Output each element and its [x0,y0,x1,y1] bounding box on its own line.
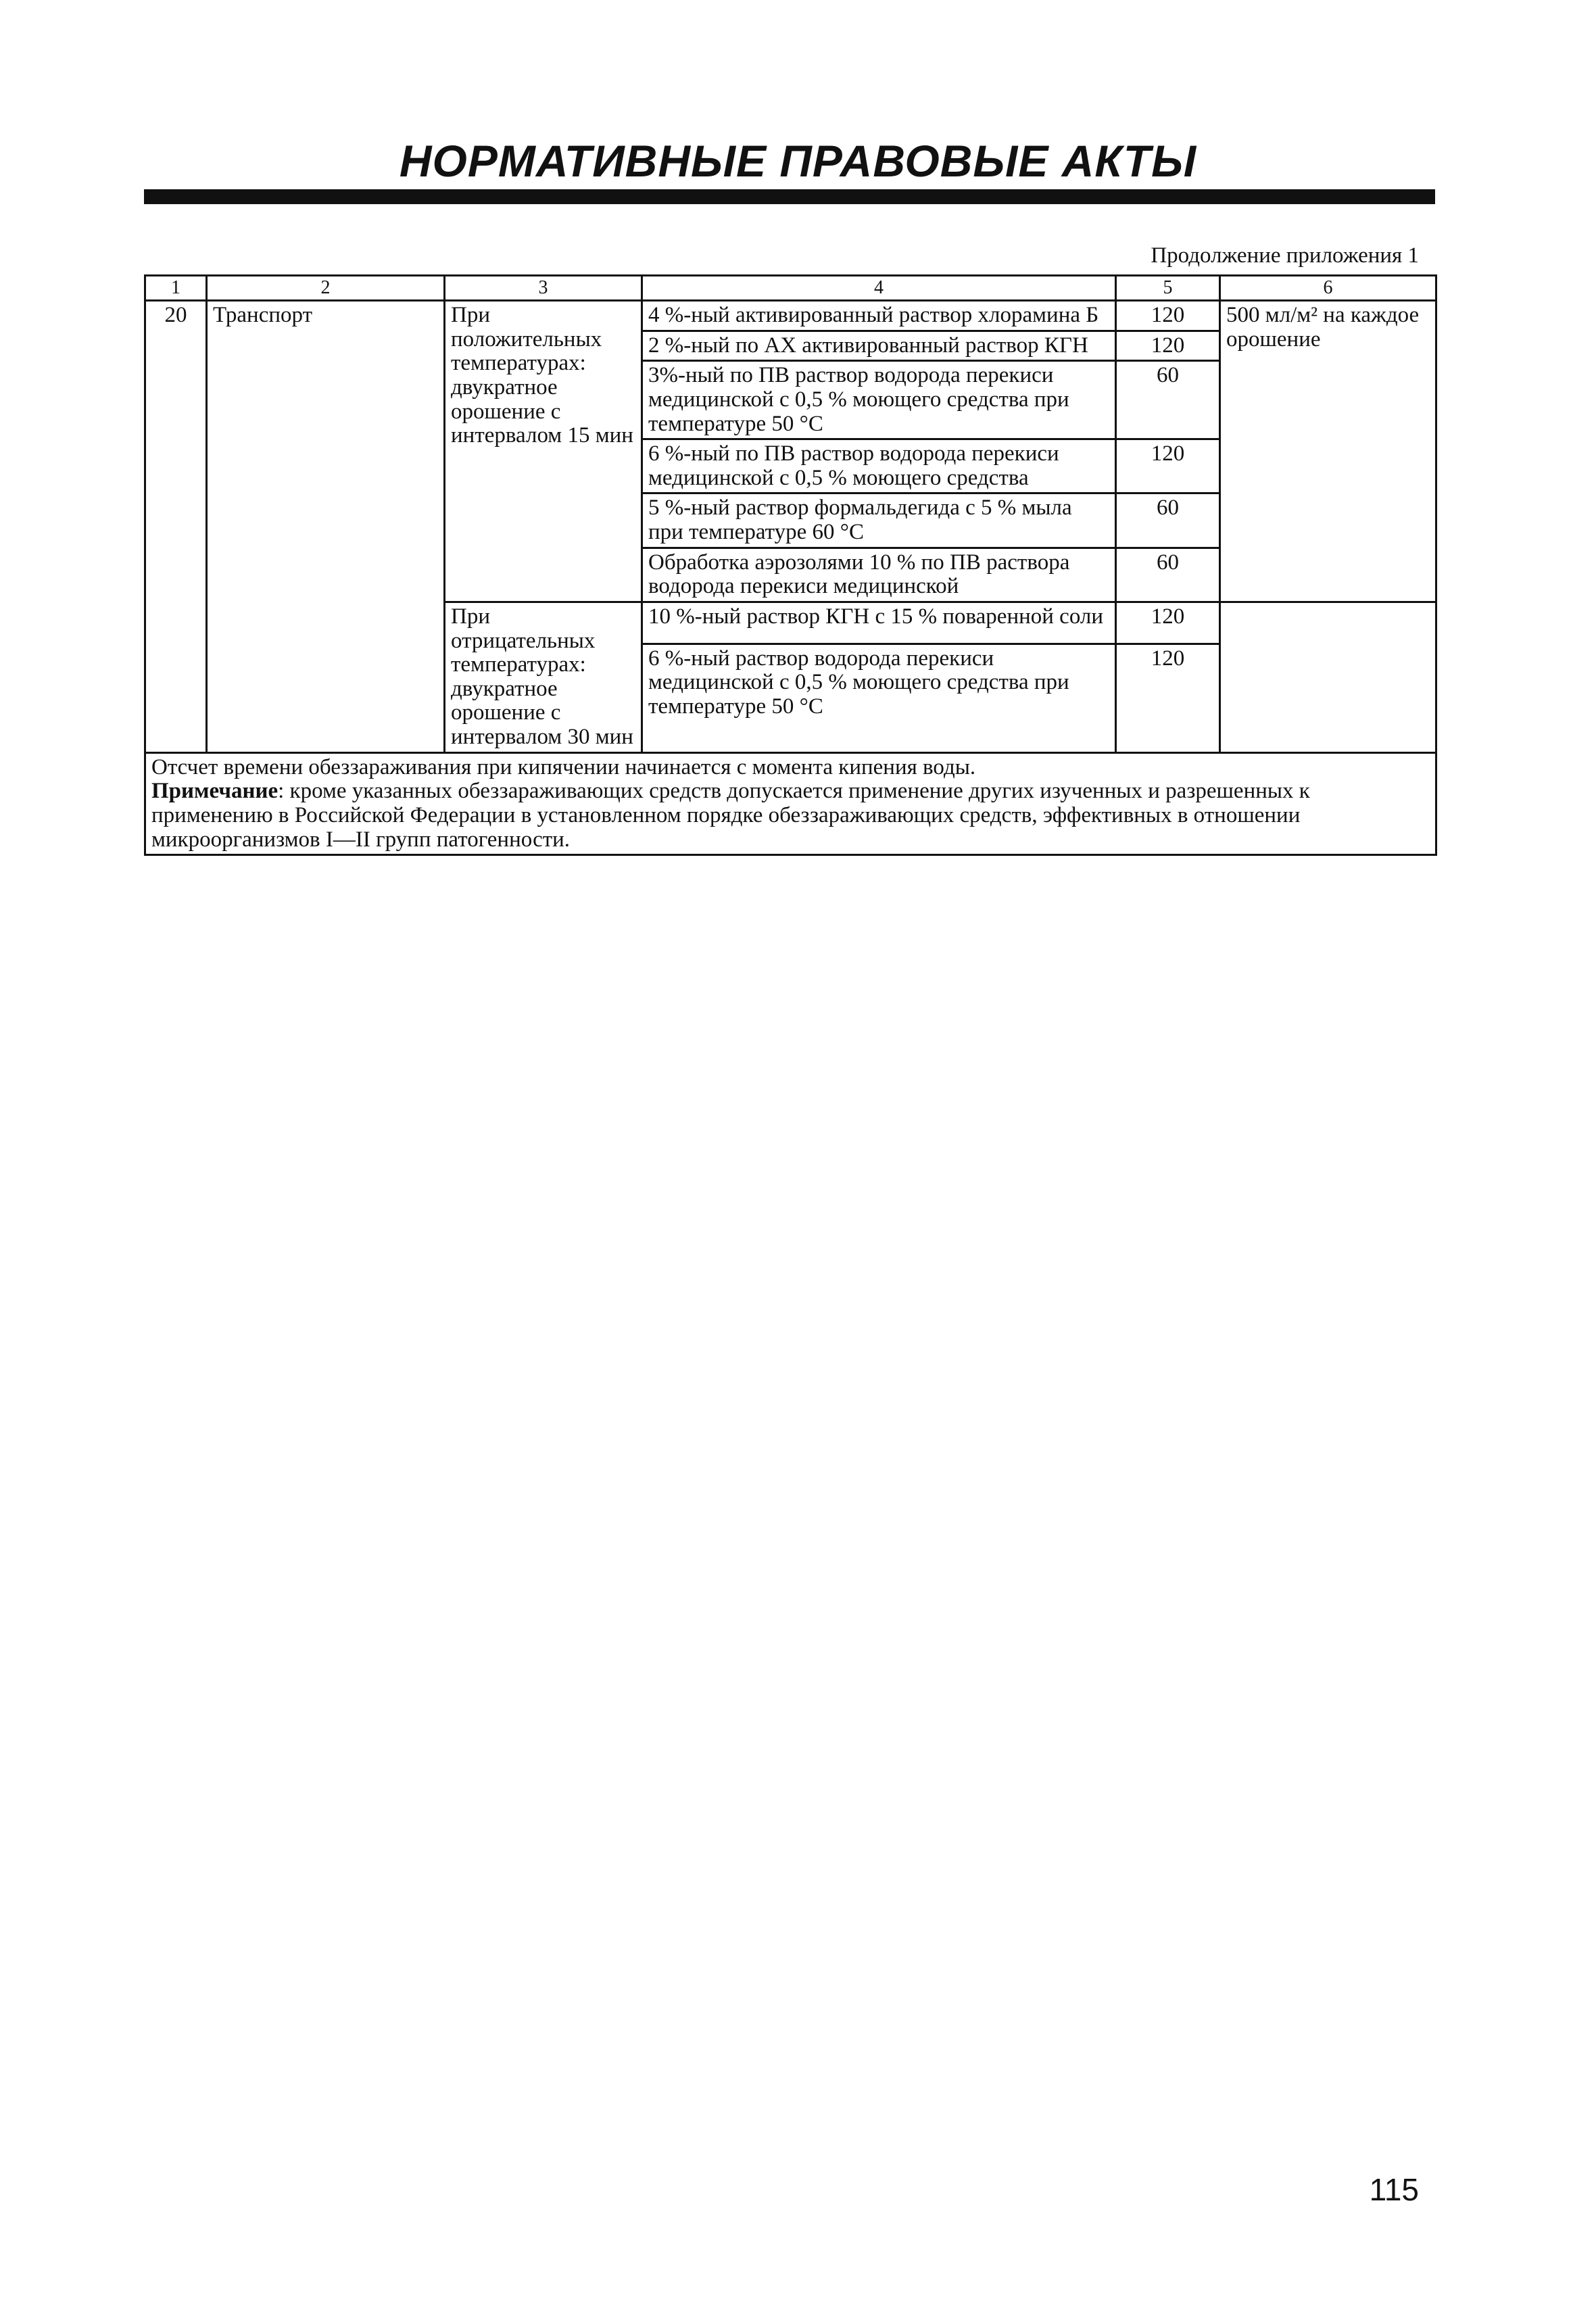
agent-cell: 3%-ный по ПВ раствор водорода перекиси медицинской с 0,5 % моющего средства при температуре 50 °С [642,361,1116,439]
header-rule [144,189,1435,204]
exposure-time-cell: 120 [1116,602,1220,644]
agent-cell: Обработка аэрозолями 10 % по ПВ раствора водорода перекиси медицинской [642,548,1116,602]
column-number: 2 [207,276,445,301]
agent-cell: 10 %-ный раствор КГН с 15 % поваренной соли [642,602,1116,644]
agent-cell: 4 %-ный активированный раствор хлорамина Б [642,301,1116,331]
exposure-time-cell: 120 [1116,301,1220,331]
disinfection-table [144,274,1437,856]
consumption-cell: 500 мл/м² на каждое орошение [1220,301,1436,602]
note-paragraph [151,779,1430,852]
agent-cell: 6 %-ный по ПВ раствор водорода перекиси медицинской с 0,5 % моющего средства [642,439,1116,493]
footnote-cell [145,752,1436,855]
page-number: 115 [1369,2172,1419,2207]
consumption-cell-empty [1220,602,1436,752]
column-number: 6 [1220,276,1436,301]
exposure-time-cell: 120 [1116,644,1220,752]
agent-cell: 5 %-ный раствор формальдегида с 5 % мыла при температуре 60 °С [642,493,1116,548]
note-text: : кроме указанных обеззараживающих средств допускается применение других изученных и разрешенных к применению в Российской Федерации в установленном порядке обеззараживающих средств, эффективных в отношении микроорганизмов I—II групп патогенности. [151,779,1310,852]
column-number: 1 [145,276,207,301]
boiling-footnote: Отсчет времени обеззараживания при кипячении начинается с момента кипения воды. [151,754,976,779]
condition-cell: При отрицательных температурах: двукратное орошение с интервалом 30 мин [445,602,642,752]
exposure-time-cell: 60 [1116,493,1220,548]
agent-cell: 2 %-ный по АХ активированный раствор КГН [642,331,1116,361]
column-number-row [145,276,1436,301]
exposure-time-cell: 60 [1116,548,1220,602]
column-number: 3 [445,276,642,301]
exposure-time-cell: 120 [1116,331,1220,361]
page-header-title: НОРМАТИВНЫЕ ПРАВОВЫЕ АКТЫ [399,136,1197,186]
column-number: 5 [1116,276,1220,301]
footnote-row [145,752,1436,855]
condition-cell: При положительных температурах: двукратное орошение с интервалом 15 мин [445,301,642,602]
exposure-time-cell: 120 [1116,439,1220,493]
agent-cell: 6 %-ный раствор водорода перекиси медицинской с 0,5 % моющего средства при температуре 50 °С [642,644,1116,752]
continuation-label: Продолжение приложения 1 [1151,243,1419,268]
row-number-cell: 20 [145,301,207,753]
exposure-time-cell: 60 [1116,361,1220,439]
object-cell: Транспорт [207,301,445,753]
table-row [145,301,1436,331]
note-label: Примечание [151,779,279,804]
column-number: 4 [642,276,1116,301]
